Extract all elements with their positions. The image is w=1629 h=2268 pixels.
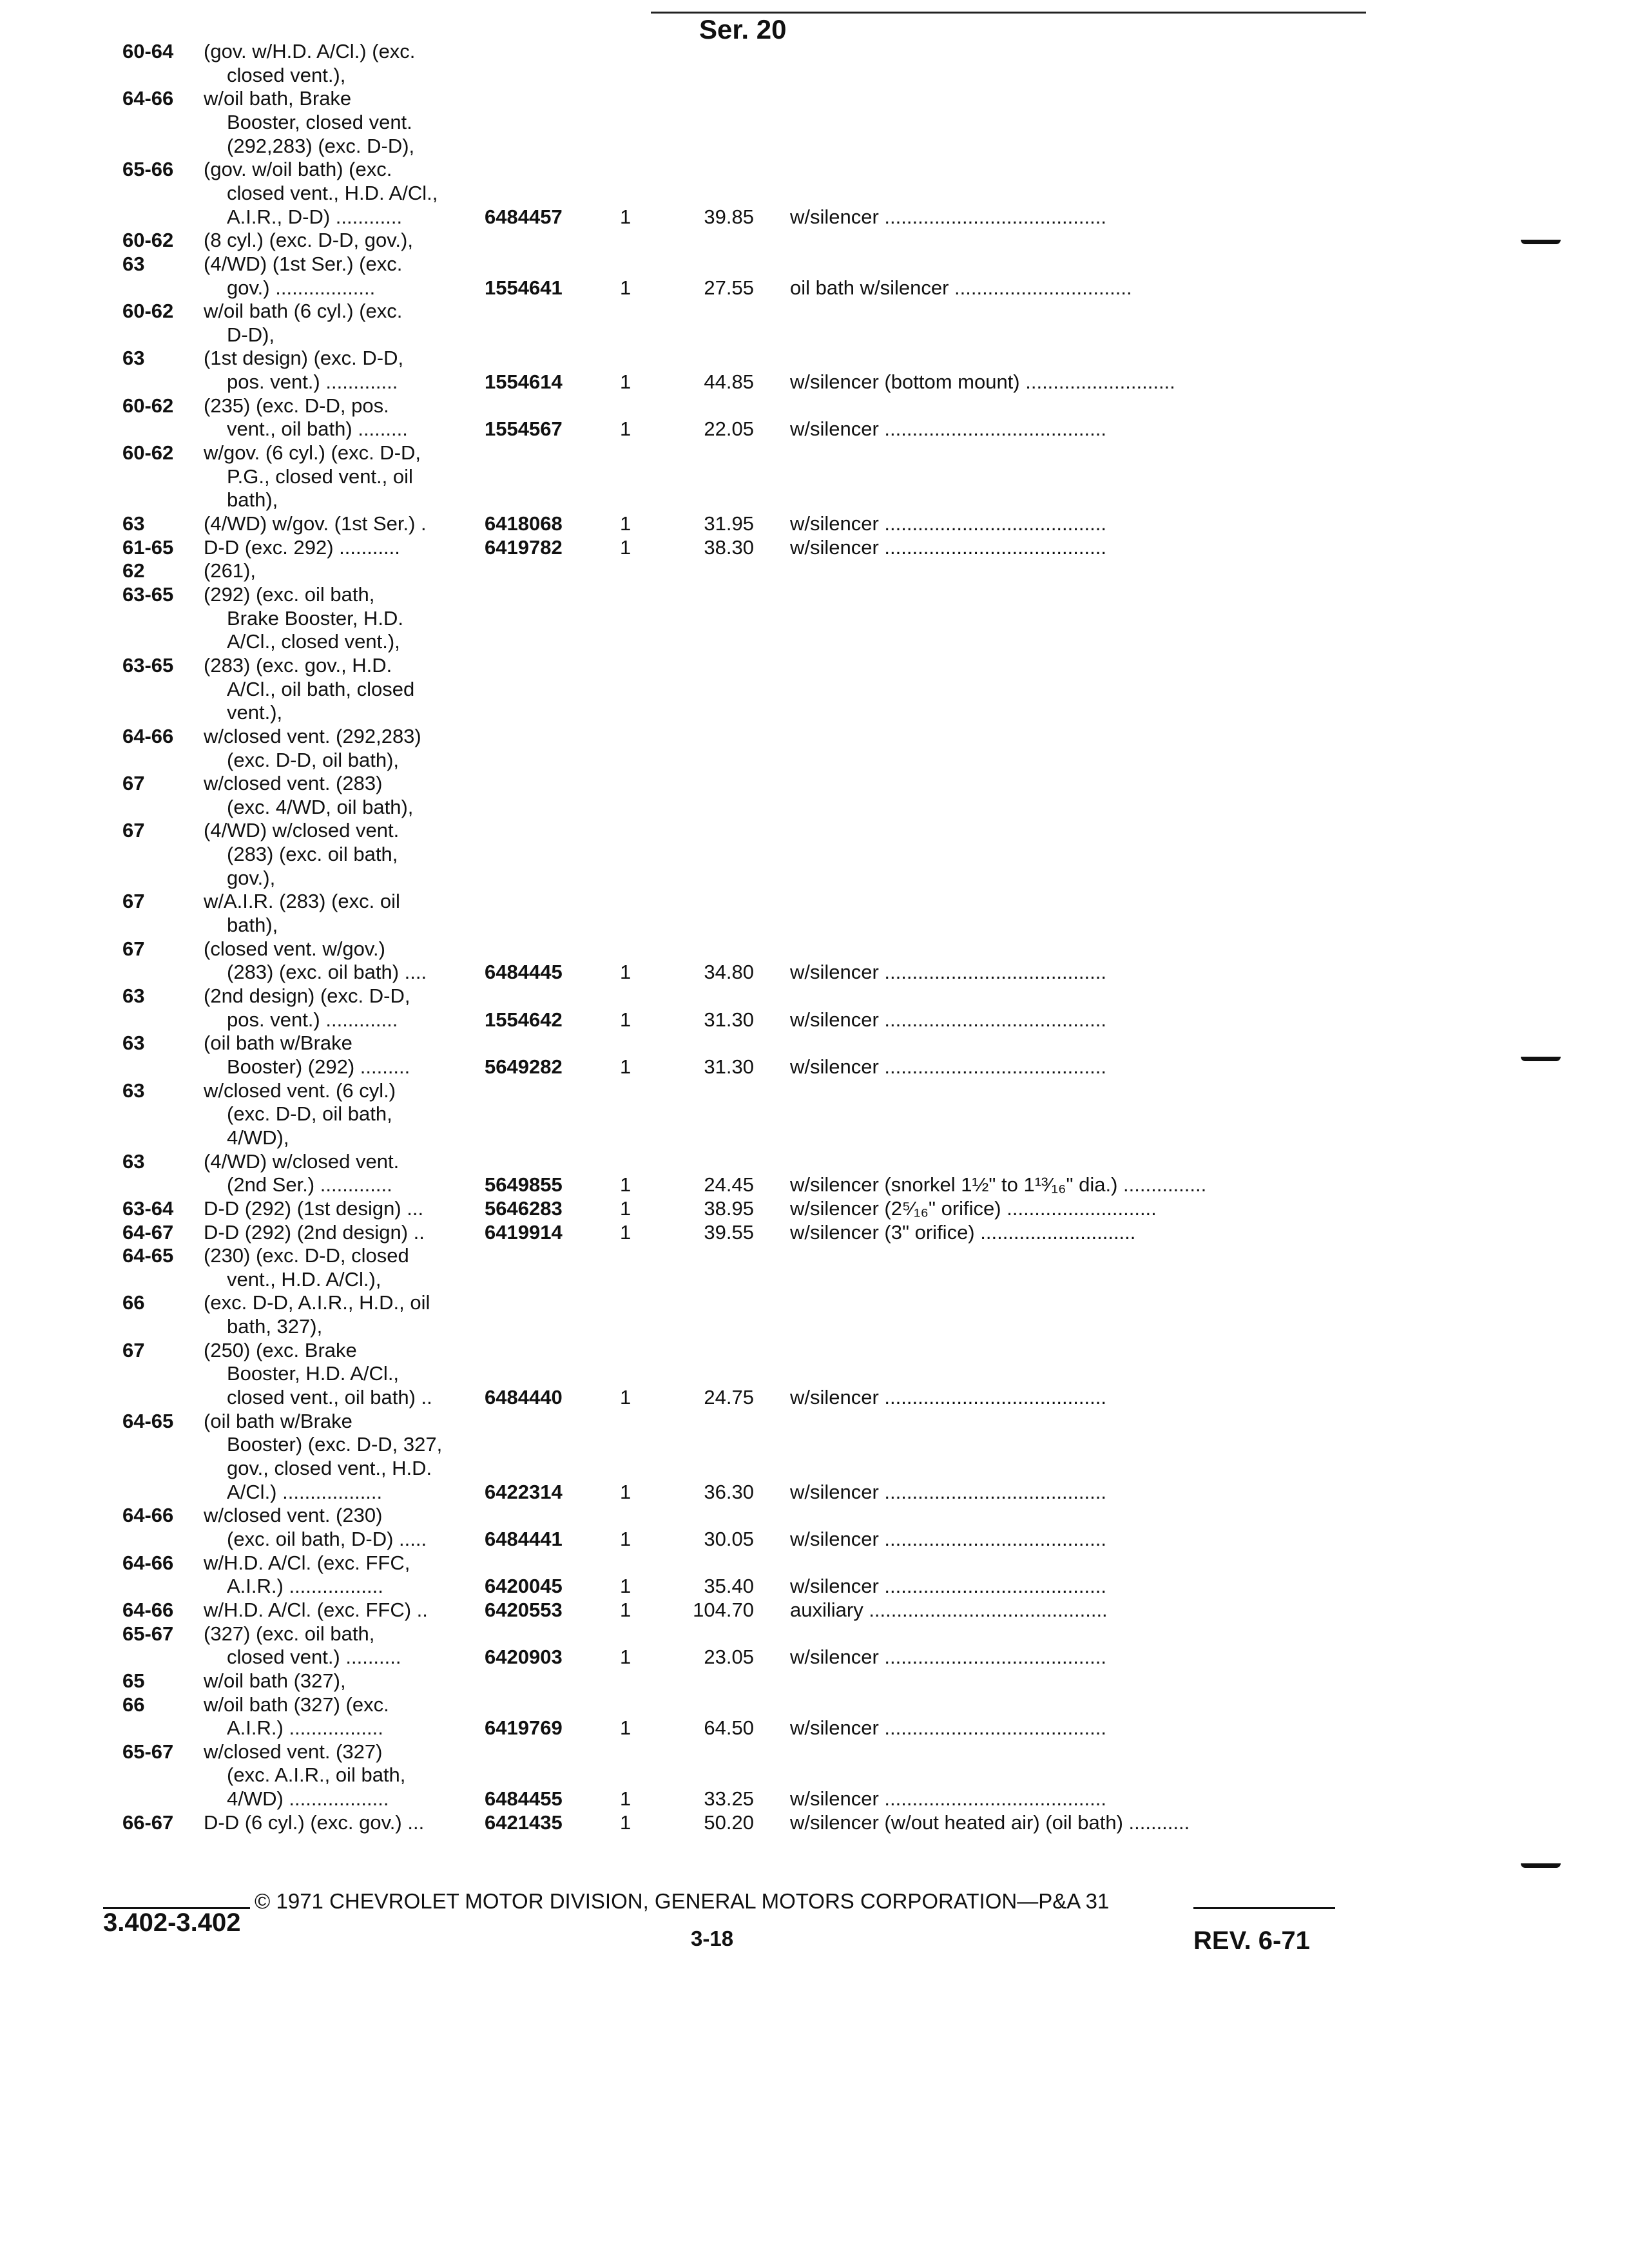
parts-row (0, 1150, 1629, 1173)
application-description: (closed vent. w/gov.) (204, 937, 385, 960)
model-years: 64-65 (122, 1244, 174, 1267)
model-years: 63 (122, 253, 145, 275)
application-description: (exc. D-D, oil bath), (227, 749, 400, 771)
parts-row (0, 1787, 1629, 1811)
part-remark: w/silencer (w/out heated air) (oil bath) ........... (790, 1811, 1190, 1834)
application-description: (1st design) (exc. D-D, (204, 347, 404, 369)
parts-row (0, 772, 1629, 795)
application-description: bath), (227, 914, 278, 936)
application-description: D-D), (227, 323, 275, 346)
model-years: 65-67 (122, 1622, 174, 1645)
application-description: (283) (exc. gov., H.D. (204, 654, 392, 677)
parts-row (0, 607, 1629, 630)
quantity: 1 (620, 1811, 631, 1834)
application-description: w/closed vent. (292,283) (204, 725, 421, 747)
parts-row (0, 1457, 1629, 1480)
parts-row (0, 819, 1629, 842)
section-number: 3.402-3.402 (103, 1908, 241, 1937)
part-remark: w/silencer (2⁵⁄₁₆" orifice) ........................... (790, 1197, 1157, 1220)
parts-row (0, 1410, 1629, 1433)
application-description: (oil bath w/Brake (204, 1032, 352, 1054)
quantity: 1 (620, 1646, 631, 1668)
model-years: 65-66 (122, 158, 174, 180)
application-description: A.I.R.) ................. (227, 1716, 383, 1739)
part-remark: w/silencer (snorkel 1½" to 1¹³⁄₁₆" dia.) ............... (790, 1173, 1207, 1196)
part-number: 6420553 (485, 1599, 563, 1621)
application-description: Booster) (292) ......... (227, 1055, 410, 1078)
parts-row (0, 40, 1629, 63)
model-years: 63 (122, 1032, 145, 1054)
parts-row (0, 1740, 1629, 1763)
parts-row (0, 985, 1629, 1008)
model-years: 64-66 (122, 87, 174, 110)
application-description: Brake Booster, H.D. (227, 607, 403, 629)
model-years: 63 (122, 985, 145, 1007)
parts-row (0, 1055, 1629, 1079)
list-price: 31.30 (704, 1008, 754, 1031)
parts-row (0, 1575, 1629, 1598)
part-remark: w/silencer (bottom mount) ........................... (790, 370, 1175, 393)
quantity: 1 (620, 1055, 631, 1078)
application-description: (292) (exc. oil bath, (204, 583, 375, 606)
application-description: closed vent., oil bath) .. (227, 1386, 432, 1408)
application-description: w/A.I.R. (283) (exc. oil (204, 890, 400, 912)
application-description: vent.), (227, 701, 283, 724)
model-years: 65 (122, 1669, 145, 1692)
parts-row (0, 488, 1629, 512)
application-description: (250) (exc. Brake (204, 1339, 357, 1361)
part-remark: w/silencer ........................................ (790, 1646, 1106, 1668)
quantity: 1 (620, 276, 631, 299)
part-number: 1554641 (485, 276, 563, 299)
part-number: 6419769 (485, 1716, 563, 1739)
application-description: vent., oil bath) ......... (227, 418, 408, 440)
parts-row (0, 630, 1629, 653)
application-description: (exc. A.I.R., oil bath, (227, 1763, 406, 1786)
application-description: (4/WD) w/closed vent. (204, 1150, 400, 1173)
application-description: (327) (exc. oil bath, (204, 1622, 375, 1645)
part-remark: w/silencer (3" orifice) ............................ (790, 1221, 1136, 1244)
application-description: (4/WD) (1st Ser.) (exc. (204, 253, 403, 275)
application-description: bath), (227, 488, 278, 511)
page-number: 3-18 (691, 1927, 734, 1950)
application-description: (exc. D-D, oil bath, (227, 1102, 392, 1125)
list-price: 35.40 (704, 1575, 754, 1597)
quantity: 1 (620, 418, 631, 440)
parts-row (0, 1386, 1629, 1409)
parts-row (0, 1008, 1629, 1032)
part-remark: w/silencer ........................................ (790, 206, 1106, 228)
parts-row (0, 1173, 1629, 1196)
quantity: 1 (620, 1173, 631, 1196)
application-description: w/gov. (6 cyl.) (exc. D-D, (204, 441, 421, 464)
model-years: 64-67 (122, 1221, 174, 1244)
model-years: 64-66 (122, 1504, 174, 1526)
part-number: 6484455 (485, 1787, 563, 1810)
part-number: 6484457 (485, 206, 563, 228)
model-years: 66-67 (122, 1811, 174, 1834)
model-years: 60-62 (122, 229, 174, 251)
application-description: A/Cl., oil bath, closed (227, 678, 415, 700)
application-description: (292,283) (exc. D-D), (227, 135, 415, 157)
application-description: gov., closed vent., H.D. (227, 1457, 432, 1479)
part-number: 6421435 (485, 1811, 563, 1834)
model-years: 63 (122, 1079, 145, 1102)
parts-row (0, 843, 1629, 866)
list-price: 50.20 (704, 1811, 754, 1834)
part-number: 6418068 (485, 512, 563, 535)
part-number: 6419782 (485, 536, 563, 559)
parts-row (0, 276, 1629, 300)
part-number: 6419914 (485, 1221, 563, 1244)
parts-row (0, 1339, 1629, 1362)
quantity: 1 (620, 1716, 631, 1739)
parts-row (0, 1291, 1629, 1314)
model-years: 60-64 (122, 40, 174, 62)
model-years: 64-66 (122, 1552, 174, 1574)
application-description: (oil bath w/Brake (204, 1410, 352, 1432)
parts-row (0, 654, 1629, 677)
parts-row (0, 1221, 1629, 1244)
parts-row (0, 1552, 1629, 1575)
parts-row (0, 206, 1629, 229)
quantity: 1 (620, 1787, 631, 1810)
application-description: Booster, H.D. A/Cl., (227, 1362, 400, 1385)
application-description: Booster) (exc. D-D, 327, (227, 1433, 443, 1456)
parts-row (0, 229, 1629, 252)
list-price: 44.85 (704, 370, 754, 393)
parts-row (0, 1315, 1629, 1338)
footer-rule-right (1193, 1907, 1335, 1909)
parts-row (0, 583, 1629, 606)
application-description: w/closed vent. (230) (204, 1504, 383, 1526)
application-description: w/oil bath (327), (204, 1669, 346, 1692)
application-description: w/oil bath (6 cyl.) (exc. (204, 300, 403, 322)
quantity: 1 (620, 961, 631, 983)
application-description: D-D (292) (2nd design) .. (204, 1221, 425, 1244)
model-years: 67 (122, 819, 145, 841)
quantity: 1 (620, 1575, 631, 1597)
quantity: 1 (620, 370, 631, 393)
part-remark: w/silencer ........................................ (790, 1481, 1106, 1503)
application-description: D-D (exc. 292) ........... (204, 536, 400, 559)
margin-mark (1521, 1863, 1561, 1868)
series-heading: Ser. 20 (699, 14, 787, 44)
application-description: w/closed vent. (327) (204, 1740, 383, 1763)
parts-row (0, 87, 1629, 110)
parts-row (0, 1763, 1629, 1787)
parts-row (0, 135, 1629, 158)
part-number: 5646283 (485, 1197, 563, 1220)
application-description: (4/WD) w/closed vent. (204, 819, 400, 841)
quantity: 1 (620, 512, 631, 535)
copyright-notice: © 1971 CHEVROLET MOTOR DIVISION, GENERAL MOTORS CORPORATION—P&A 31 (255, 1889, 1110, 1913)
list-price: 31.30 (704, 1055, 754, 1078)
model-years: 64-65 (122, 1410, 174, 1432)
list-price: 34.80 (704, 961, 754, 983)
parts-row (0, 914, 1629, 937)
application-description: w/closed vent. (283) (204, 772, 383, 794)
part-number: 6422314 (485, 1481, 563, 1503)
model-years: 61-65 (122, 536, 174, 559)
application-description: vent., H.D. A/Cl.), (227, 1268, 381, 1291)
application-description: pos. vent.) ............. (227, 1008, 398, 1031)
application-description: w/closed vent. (6 cyl.) (204, 1079, 396, 1102)
part-remark: w/silencer ........................................ (790, 1528, 1106, 1550)
parts-row (0, 1102, 1629, 1126)
application-description: (235) (exc. D-D, pos. (204, 394, 389, 417)
application-description: w/oil bath (327) (exc. (204, 1693, 389, 1716)
application-description: (gov. w/H.D. A/Cl.) (exc. (204, 40, 416, 62)
list-price: 27.55 (704, 276, 754, 299)
application-description: (gov. w/oil bath) (exc. (204, 158, 392, 180)
list-price: 39.85 (704, 206, 754, 228)
parts-row (0, 512, 1629, 535)
application-description: D-D (6 cyl.) (exc. gov.) ... (204, 1811, 425, 1834)
parts-row (0, 465, 1629, 488)
application-description: w/oil bath, Brake (204, 87, 352, 110)
parts-row (0, 1197, 1629, 1220)
parts-row (0, 725, 1629, 748)
application-description: gov.) .................. (227, 276, 376, 299)
parts-row (0, 890, 1629, 913)
application-description: (exc. D-D, A.I.R., H.D., oil (204, 1291, 430, 1314)
list-price: 39.55 (704, 1221, 754, 1244)
part-remark: w/silencer ........................................ (790, 961, 1106, 983)
model-years: 67 (122, 937, 145, 960)
parts-row (0, 158, 1629, 181)
list-price: 33.25 (704, 1787, 754, 1810)
list-price: 64.50 (704, 1716, 754, 1739)
quantity: 1 (620, 1221, 631, 1244)
application-description: (283) (exc. oil bath) .... (227, 961, 427, 983)
part-remark: w/silencer ........................................ (790, 536, 1106, 559)
parts-row (0, 111, 1629, 134)
parts-row (0, 1244, 1629, 1267)
model-years: 64-66 (122, 725, 174, 747)
parts-row (0, 253, 1629, 276)
quantity: 1 (620, 1197, 631, 1220)
application-description: (exc. 4/WD, oil bath), (227, 796, 414, 818)
model-years: 63-65 (122, 583, 174, 606)
model-years: 60-62 (122, 394, 174, 417)
revision-label: REV. 6-71 (1193, 1927, 1310, 1955)
application-description: D-D (292) (1st design) ... (204, 1197, 424, 1220)
list-price: 31.95 (704, 512, 754, 535)
model-years: 67 (122, 1339, 145, 1361)
model-years: 63-64 (122, 1197, 174, 1220)
parts-row (0, 1504, 1629, 1527)
parts-row (0, 1646, 1629, 1669)
parts-row (0, 1079, 1629, 1102)
part-remark: w/silencer ........................................ (790, 1575, 1106, 1597)
part-number: 6420045 (485, 1575, 563, 1597)
quantity: 1 (620, 1481, 631, 1503)
part-remark: auxiliary ........................................... (790, 1599, 1108, 1621)
parts-row (0, 1126, 1629, 1149)
list-price: 38.95 (704, 1197, 754, 1220)
quantity: 1 (620, 206, 631, 228)
application-description: P.G., closed vent., oil (227, 465, 413, 488)
model-years: 67 (122, 772, 145, 794)
part-number: 1554642 (485, 1008, 563, 1031)
application-description: (exc. oil bath, D-D) ..... (227, 1528, 427, 1550)
parts-row (0, 1528, 1629, 1551)
application-description: gov.), (227, 867, 276, 889)
part-number: 6484440 (485, 1386, 563, 1408)
application-description: A.I.R.) ................. (227, 1575, 383, 1597)
model-years: 66 (122, 1291, 145, 1314)
parts-row (0, 749, 1629, 772)
application-description: w/H.D. A/Cl. (exc. FFC, (204, 1552, 410, 1574)
model-years: 60-62 (122, 300, 174, 322)
application-description: (230) (exc. D-D, closed (204, 1244, 409, 1267)
model-years: 62 (122, 559, 145, 582)
parts-row (0, 418, 1629, 441)
model-years: 64-66 (122, 1599, 174, 1621)
part-number: 1554567 (485, 418, 563, 440)
quantity: 1 (620, 1008, 631, 1031)
application-description: 4/WD), (227, 1126, 289, 1149)
parts-row (0, 347, 1629, 370)
parts-row (0, 1362, 1629, 1385)
application-description: bath, 327), (227, 1315, 323, 1338)
application-description: closed vent., H.D. A/Cl., (227, 182, 438, 204)
list-price: 30.05 (704, 1528, 754, 1550)
part-number: 6484445 (485, 961, 563, 983)
parts-row (0, 441, 1629, 465)
model-years: 63-65 (122, 654, 174, 677)
parts-row (0, 1599, 1629, 1622)
application-description: (2nd design) (exc. D-D, (204, 985, 410, 1007)
list-price: 36.30 (704, 1481, 754, 1503)
part-number: 5649282 (485, 1055, 563, 1078)
part-number: 5649855 (485, 1173, 563, 1196)
parts-row (0, 1481, 1629, 1504)
application-description: closed vent.), (227, 64, 346, 86)
parts-row (0, 559, 1629, 582)
part-remark: w/silencer ........................................ (790, 418, 1106, 440)
part-number: 6484441 (485, 1528, 563, 1550)
quantity: 1 (620, 1528, 631, 1550)
quantity: 1 (620, 1599, 631, 1621)
quantity: 1 (620, 536, 631, 559)
application-description: A/Cl.) .................. (227, 1481, 383, 1503)
parts-row (0, 1669, 1629, 1693)
part-remark: w/silencer ........................................ (790, 512, 1106, 535)
application-description: A.I.R., D-D) ............ (227, 206, 403, 228)
list-price: 24.45 (704, 1173, 754, 1196)
list-price: 22.05 (704, 418, 754, 440)
model-years: 60-62 (122, 441, 174, 464)
parts-row (0, 961, 1629, 984)
model-years: 67 (122, 890, 145, 912)
application-description: closed vent.) .......... (227, 1646, 401, 1668)
part-remark: w/silencer ........................................ (790, 1386, 1106, 1408)
application-description: A/Cl., closed vent.), (227, 630, 400, 653)
application-description: (8 cyl.) (exc. D-D, gov.), (204, 229, 413, 251)
list-price: 23.05 (704, 1646, 754, 1668)
application-description: (283) (exc. oil bath, (227, 843, 398, 865)
application-description: (2nd Ser.) ............. (227, 1173, 392, 1196)
model-years: 65-67 (122, 1740, 174, 1763)
part-remark: w/silencer ........................................ (790, 1055, 1106, 1078)
parts-row (0, 323, 1629, 347)
parts-row (0, 300, 1629, 323)
model-years: 66 (122, 1693, 145, 1716)
part-remark: w/silencer ........................................ (790, 1716, 1106, 1739)
margin-mark (1521, 240, 1561, 244)
parts-row (0, 796, 1629, 819)
parts-row (0, 64, 1629, 87)
parts-row (0, 1433, 1629, 1456)
application-description: w/H.D. A/Cl. (exc. FFC) .. (204, 1599, 428, 1621)
parts-row (0, 701, 1629, 724)
list-price: 104.70 (693, 1599, 754, 1621)
parts-row (0, 1716, 1629, 1740)
quantity: 1 (620, 1386, 631, 1408)
application-description: Booster, closed vent. (227, 111, 412, 133)
parts-row (0, 1268, 1629, 1291)
parts-row (0, 182, 1629, 205)
model-years: 63 (122, 347, 145, 369)
margin-mark (1521, 1057, 1561, 1061)
part-number: 1554614 (485, 370, 563, 393)
parts-row (0, 370, 1629, 394)
parts-row (0, 867, 1629, 890)
part-remark: w/silencer ........................................ (790, 1008, 1106, 1031)
parts-row (0, 678, 1629, 701)
parts-row (0, 1693, 1629, 1716)
model-years: 63 (122, 512, 145, 535)
application-description: (4/WD) w/gov. (1st Ser.) . (204, 512, 427, 535)
parts-row (0, 1032, 1629, 1055)
part-remark: oil bath w/silencer ................................ (790, 276, 1132, 299)
list-price: 38.30 (704, 536, 754, 559)
part-remark: w/silencer ........................................ (790, 1787, 1106, 1810)
application-description: pos. vent.) ............. (227, 370, 398, 393)
list-price: 24.75 (704, 1386, 754, 1408)
parts-row (0, 937, 1629, 961)
parts-row (0, 1622, 1629, 1646)
parts-row (0, 536, 1629, 559)
parts-row (0, 1811, 1629, 1834)
part-number: 6420903 (485, 1646, 563, 1668)
application-description: 4/WD) .................. (227, 1787, 389, 1810)
application-description: (261), (204, 559, 256, 582)
parts-row (0, 394, 1629, 418)
model-years: 63 (122, 1150, 145, 1173)
